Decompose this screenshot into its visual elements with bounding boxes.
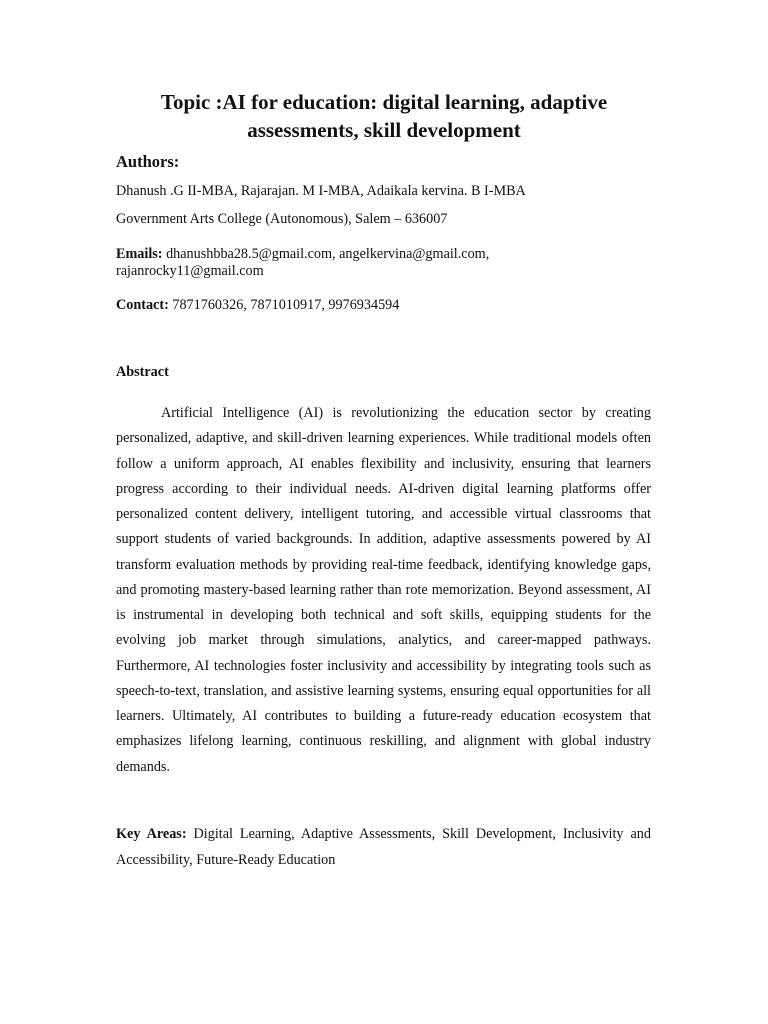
authors-heading: Authors: [116, 152, 180, 171]
contact-value: 7871760326, 7871010917, 9976934594 [172, 297, 400, 313]
key-areas-label: Key Areas: [116, 826, 187, 842]
key-areas-paragraph [116, 821, 651, 873]
emails-label: Emails: [116, 246, 163, 262]
contact-block [116, 296, 652, 314]
abstract-heading: Abstract [116, 364, 169, 380]
emails-line-2: rajanrocky11@gmail.com [116, 263, 264, 279]
key-areas-value: Digital Learning, Adaptive Assessments, Skill Development, Inclusivity and Accessibility, Future-Ready Education [116, 826, 651, 868]
emails-block [116, 245, 652, 263]
abstract-body: Artificial Intelligence (AI) is revolutionizing the education sector by creating personalized, adaptive, and skill-driven learning experiences. While traditional models often follow a uniform approach, AI enables flexibility and inclusivity, ensuring that learners progress according to their individual needs. AI-driven digital learning platforms offer personalized content delivery, intelligent tutoring, and accessible virtual classrooms that support students of varied backgrounds. In addition, adaptive assessments powered by AI transform evaluation methods by providing real-time feedback, identifying knowledge gaps, and promoting mastery-based learning rather than rote memorization. Beyond assessment, AI is instrumental in developing both technical and soft skills, equipping students for the evolving job market through simulations, analytics, and career-mapped pathways. Furthermore, AI technologies foster inclusivity and accessibility by integrating tools such as speech-to-text, translation, and assistive learning systems, ensuring equal opportunities for all learners. Ultimately, AI contributes to building a future-ready education ecosystem that emphasizes lifelong learning, continuous reskilling, and alignment with global industry demands. [116, 405, 651, 775]
affiliation: Government Arts College (Autonomous), Salem – 636007 [116, 211, 448, 227]
paper-title: Topic :AI for education: digital learning, adaptive assessments, skill development [160, 90, 608, 142]
emails-line-1: dhanushbba28.5@gmail.com, angelkervina@gmail.com, [166, 246, 490, 262]
authors-line: Dhanush .G II-MBA, Rajarajan. M I-MBA, Adaikala kervina. B I-MBA [116, 183, 526, 199]
contact-label: Contact: [116, 297, 169, 313]
